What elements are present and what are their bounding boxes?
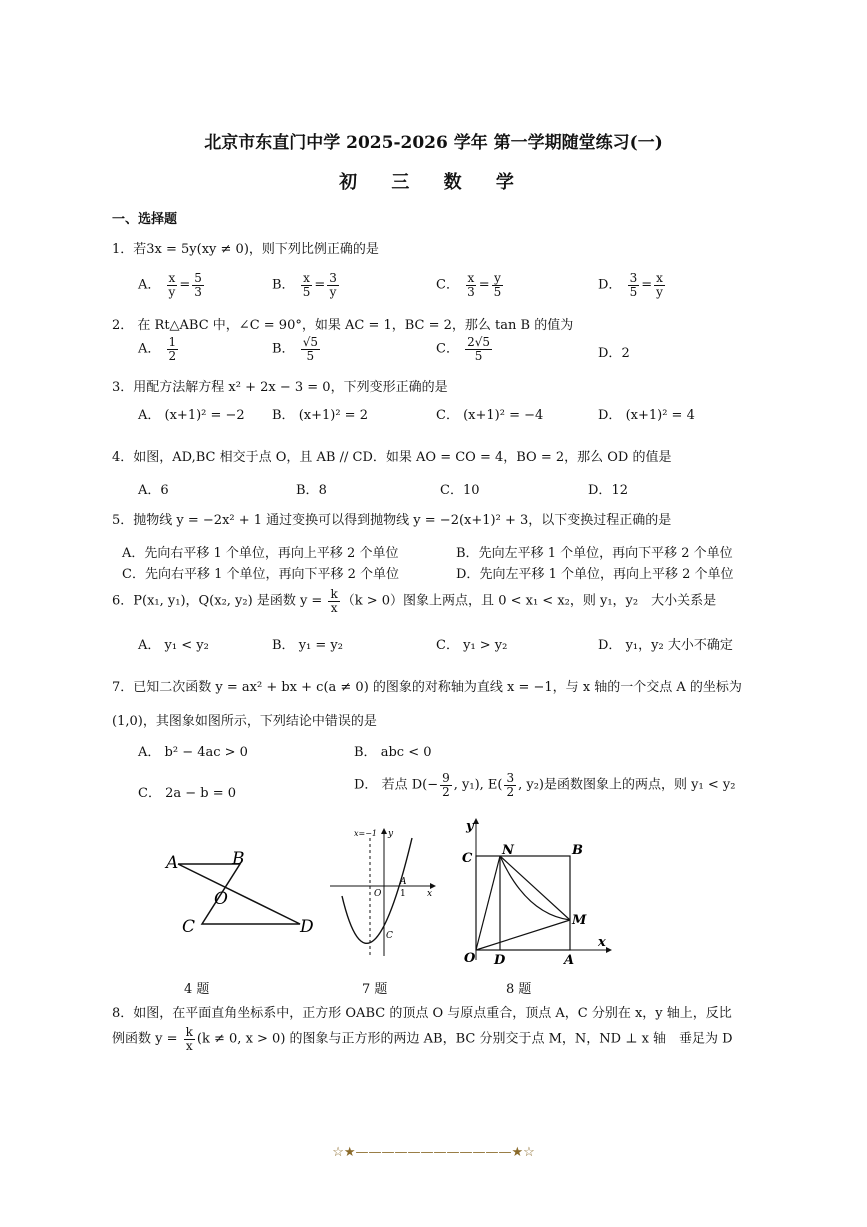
fig8-label-m: M: [572, 913, 587, 928]
fig8-label-o: O: [464, 951, 476, 966]
fraction: [465, 336, 492, 362]
fig8-label-d: D: [494, 953, 506, 968]
frac-num: 5: [194, 271, 202, 285]
option-text: 是函数图象上的两点，则 y₁ < y₂: [544, 777, 736, 793]
q7-option-d[interactable]: D． 若点 D(− $\frac{9}{2}$ , y₁), E( $\frac{3}{2}$ , y₂)是函数图象上的两点，则 y₁ < y₂: [354, 771, 736, 799]
option-text: (x+1)² = 2: [298, 408, 368, 423]
frac-num: 1: [168, 335, 177, 349]
option-label: D．: [354, 777, 378, 793]
fig4-label-a: A: [166, 853, 179, 873]
q5-option-a[interactable]: [122, 542, 398, 561]
q6-prefix: 6．P(x₁, y₁)，Q(x₂, y₂) 是函数 y =: [112, 593, 327, 609]
q2-option-d[interactable]: [598, 342, 630, 361]
frac-num: y: [494, 271, 501, 285]
frac-den: 3: [467, 284, 475, 299]
frac-num: x: [656, 271, 663, 285]
option-text: 若点 D: [381, 777, 423, 793]
section-heading: 一、选择题: [112, 212, 178, 227]
q1-option-c[interactable]: C． $\frac{x}{3}$ = $\frac{y}{5}$: [436, 271, 502, 299]
option-text: (x+1)² = 4: [625, 408, 695, 423]
frac-num: 3: [629, 271, 638, 285]
fraction: [301, 336, 320, 362]
q5-option-b[interactable]: [456, 542, 733, 561]
option-label: D．: [598, 408, 622, 423]
frac-den: 5: [302, 284, 311, 299]
question-7-stem-line1: 7．已知二次函数 y = ax² + bx + c(a ≠ 0) 的图象的对称轴为直线 x = −1，与 x 轴的一个交点 A 的坐标为: [112, 680, 742, 695]
q5-option-c[interactable]: [122, 563, 399, 582]
q1-prefix: 1．若: [112, 242, 147, 257]
fraction: [628, 272, 640, 298]
question-8-stem-line1: 8．如图，在平面直角坐标系中，正方形 OABC 的顶点 O 与原点重合，顶点 A，C 分别在 x，y 轴上，反比: [112, 1006, 732, 1021]
q4-option-d[interactable]: [588, 479, 628, 498]
frac-den: x: [185, 1038, 193, 1053]
option-text: 8: [318, 483, 327, 498]
q3-option-b[interactable]: [272, 404, 368, 423]
fig7-label-y: y: [388, 829, 394, 839]
option-label: C．: [436, 277, 459, 293]
q3-option-c[interactable]: [436, 404, 543, 423]
option-label: D．: [598, 638, 622, 653]
frac-den: y: [656, 284, 663, 299]
frac-num: √5: [302, 335, 318, 349]
page-subtitle: 初 三 数 学: [339, 172, 528, 193]
fig8-on-line: [476, 856, 500, 950]
fig7-label-o: O: [374, 889, 382, 899]
option-label: B．: [272, 638, 295, 653]
fraction: [192, 272, 204, 298]
frac-den: 5: [629, 284, 638, 299]
fig4-label-d: D: [300, 917, 314, 937]
q2-option-a[interactable]: [138, 336, 180, 362]
q3-option-a[interactable]: [138, 404, 245, 423]
fraction: [167, 336, 179, 362]
q6-option-a[interactable]: [138, 634, 209, 653]
fig7-label-a: A: [400, 877, 407, 887]
frac-den: 5: [493, 284, 502, 299]
option-label: A．: [138, 638, 161, 653]
option-text: 6: [160, 483, 169, 498]
question-3-stem: 3．用配方法解方程 x² + 2x − 3 = 0，下列变形正确的是: [112, 380, 448, 395]
frac-den: 5: [474, 348, 483, 363]
option-label: A．: [138, 341, 161, 357]
option-label: A．: [138, 408, 161, 423]
option-label: B．: [272, 341, 295, 357]
option-text: 先向右平移 1 个单位，再向上平移 2 个单位: [144, 546, 399, 561]
option-label: C．: [138, 786, 161, 801]
question-5-stem: 5．抛物线 y = −2x² + 1 通过变换可以得到抛物线 y = −2(x+1)² + 3，以下变换过程正确的是: [112, 513, 672, 528]
fig8-label-a: A: [564, 953, 575, 968]
option-label: C．: [436, 408, 459, 423]
page-footer-ornament: ☆★————————————★☆: [332, 1145, 535, 1160]
frac-den: 3: [194, 284, 202, 299]
fraction: [167, 272, 178, 298]
q8-suffix: (k ≠ 0, x > 0) 的图象与正方形的两边 AB，BC 分别交于点 M，N，ND ⊥ x 轴 垂足为 D: [196, 1031, 733, 1047]
option-text: 12: [611, 483, 628, 498]
q3-option-d[interactable]: [598, 404, 695, 423]
q2-option-b[interactable]: [272, 336, 322, 362]
option-label: B．: [456, 546, 479, 561]
fraction: [184, 1026, 195, 1052]
frac-num: 3: [329, 271, 337, 285]
q7-option-a[interactable]: [138, 741, 248, 760]
fig8-om-line: [476, 920, 570, 950]
fraction: [440, 772, 452, 798]
option-label: D．: [456, 567, 480, 582]
fraction: [654, 272, 665, 298]
fig8-y-arrow: [473, 818, 479, 824]
figure-4-diagram: [160, 842, 320, 942]
question-2-stem: 2． 在 Rt△ABC 中，∠C = 90°，如果 AC = 1，BC = 2，那么 tan B 的值为: [112, 318, 574, 333]
frac-den: 2: [442, 784, 450, 799]
fig4-label-o: O: [214, 889, 228, 909]
fraction: [492, 272, 504, 298]
page-title: 北京市东直门中学 2025-2026 学年 第一学期随堂练习(一): [204, 133, 663, 153]
option-label: B．: [272, 277, 295, 293]
option-text: b² − 4ac > 0: [164, 745, 248, 760]
frac-den: y: [168, 284, 176, 299]
q7-option-c[interactable]: [138, 782, 236, 801]
q4-option-b[interactable]: [296, 479, 327, 498]
question-4-stem: 4．如图，AD,BC 相交于点 O，且 AB // CD．如果 AO = CO = 4，BO = 2，那么 OD 的值是: [112, 450, 672, 465]
fig8-x-arrow: [606, 947, 612, 953]
question-7-stem-line2: (1,0)，其图象如图所示，下列结论中错误的是: [112, 714, 377, 729]
q1-option-b[interactable]: B． $\frac{x}{5}$ = $\frac{3}{y}$: [272, 271, 337, 299]
fig4-label-b: B: [232, 849, 245, 869]
frac-num: 9: [442, 771, 450, 785]
frac-num: x: [467, 271, 475, 285]
option-text: (x+1)² = −2: [164, 408, 245, 423]
frac-den: x: [330, 600, 338, 615]
q4-option-a[interactable]: [138, 479, 169, 498]
fig7-label-x: x: [427, 889, 433, 899]
fig4-label-c: C: [182, 917, 196, 937]
option-text: (x+1)² = −4: [463, 408, 544, 423]
figure-8-diagram: [456, 816, 616, 968]
q1-math: 3x = 5y(xy ≠ 0): [146, 242, 249, 257]
frac-num: 2√5: [467, 335, 491, 349]
option-text: y₁ = y₂: [298, 638, 343, 653]
q2-option-c[interactable]: [436, 336, 494, 362]
fig8-label-y: y: [466, 819, 474, 834]
option-label: C．: [440, 483, 463, 498]
question-6-stem: [112, 588, 716, 614]
option-label: B．: [272, 408, 295, 423]
option-text: 先向左平移 1 个单位，再向下平移 2 个单位: [478, 546, 733, 561]
q8-prefix: 例函数 y =: [112, 1031, 182, 1047]
q1-suffix: ，则下列比例正确的是: [248, 242, 379, 257]
option-text: 2: [621, 346, 630, 361]
fig7-label-c: C: [386, 931, 393, 941]
frac-den: 2: [506, 784, 515, 799]
option-text: 10: [462, 483, 480, 498]
fig4-lines: [178, 864, 300, 924]
frac-den: 2: [168, 348, 177, 363]
option-label: A．: [138, 745, 161, 760]
fraction: [328, 588, 339, 614]
fraction: [327, 272, 339, 298]
fraction: [465, 272, 477, 298]
option-text: 先向左平移 1 个单位，再向上平移 2 个单位: [479, 567, 734, 582]
fraction: [301, 272, 313, 298]
option-label: D．: [598, 346, 622, 361]
option-text: y₁，y₂ 大小不确定: [625, 638, 733, 653]
q4-option-c[interactable]: [440, 479, 480, 498]
frac-num: k: [185, 1025, 193, 1039]
frac-num: x: [303, 271, 310, 285]
q6-option-c[interactable]: [436, 634, 507, 653]
fraction: [504, 772, 516, 798]
option-text: 2a − b = 0: [165, 786, 237, 801]
q5-option-d[interactable]: [456, 563, 734, 582]
option-label: C．: [436, 341, 459, 357]
frac-num: 3: [506, 771, 515, 785]
option-label: D．: [598, 277, 622, 293]
fig8-nm-line: [500, 856, 570, 920]
frac-den: y: [329, 284, 337, 299]
option-text: y₁ < y₂: [164, 638, 209, 653]
figure-7-diagram: [326, 826, 438, 966]
question-1-stem: [112, 238, 379, 257]
q1-option-a[interactable]: A． $\frac{x}{y}$ = $\frac{5}{3}$: [138, 271, 202, 299]
fig7-line-label: x=−1: [354, 829, 378, 838]
q6-option-d[interactable]: [598, 634, 733, 653]
option-text: 先向右平移 1 个单位，再向下平移 2 个单位: [144, 567, 400, 582]
frac-num: k: [330, 587, 338, 601]
option-text: abc < 0: [380, 745, 432, 760]
option-label: B．: [296, 483, 319, 498]
option-label: A．: [138, 483, 161, 498]
q6-suffix: （k > 0）图象上两点，且 0 < x₁ < x₂，则 y₁，y₂ 大小关系是: [341, 593, 717, 609]
frac-den: 5: [306, 348, 315, 363]
fig8-square: [476, 856, 570, 950]
figure-8-caption: 8 题: [506, 982, 532, 997]
q1-option-d[interactable]: D． $\frac{3}{5}$ = $\frac{x}{y}$: [598, 271, 663, 299]
fig8-label-c: C: [462, 851, 473, 866]
option-label: B．: [354, 745, 377, 760]
question-8-stem-line2: [112, 1026, 733, 1052]
fig7-label-one: 1: [400, 889, 406, 899]
fig8-label-n: N: [502, 843, 514, 858]
option-label: D．: [588, 483, 612, 498]
q6-option-b[interactable]: [272, 634, 343, 653]
figure-4-caption: 4 题: [184, 982, 210, 997]
option-text: y₁ > y₂: [463, 638, 508, 653]
fig8-label-b: B: [572, 843, 583, 858]
option-label: A．: [122, 546, 145, 561]
option-label: C．: [436, 638, 459, 653]
option-label: C．: [122, 567, 145, 582]
option-label: A．: [138, 277, 161, 293]
fig7-y-arrow: [381, 828, 387, 834]
figure-7-caption: 7 题: [362, 982, 388, 997]
frac-num: x: [168, 271, 176, 285]
fig8-label-x: x: [598, 935, 606, 950]
q7-option-b[interactable]: [354, 741, 431, 760]
